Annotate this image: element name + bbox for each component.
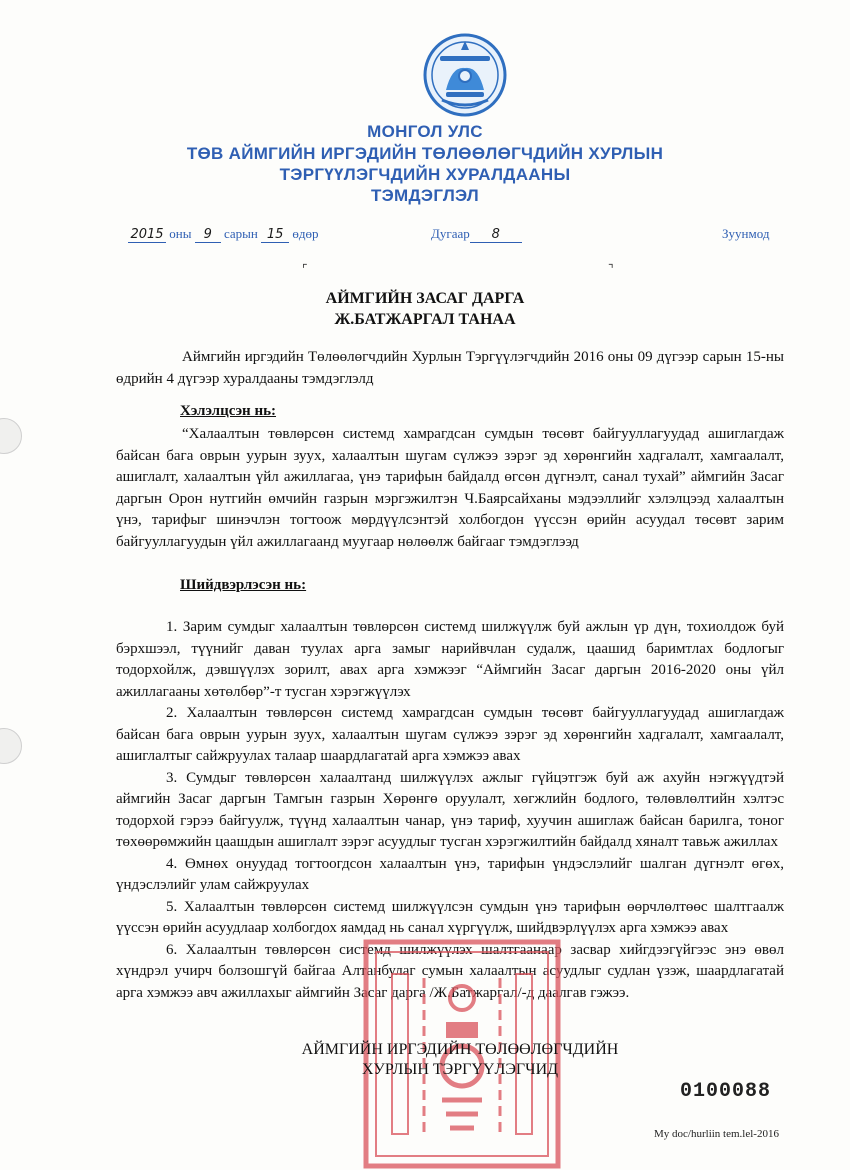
decision-item: 2. Халаалтын төвлөрсөн системд хамрагдсан сумдын төсөвт байгууллагуудад ашиглагдаж байсан бага оврын уурын зуух, халаалтын шугам сүлжээ зэрэг эд хөрөнгийн хадгалалт, хамгаалалт, ашиглалтыг сайжруулах талаар шаардлагатай арга хэмжээ авах: [116, 705, 784, 764]
file-path-footer: My doc/hurliin tem.lel-2016: [654, 1128, 779, 1140]
decided-heading: Шийдвэрлэсэн нь:: [180, 577, 307, 593]
punch-hole: [0, 728, 22, 764]
header-doc-type: ТЭМДЭГЛЭЛ: [370, 186, 480, 205]
number-value: 8: [470, 227, 522, 243]
month-label: сарын: [223, 226, 258, 241]
addressee-name: Ж.БАТЖАРГАЛ ТАНАА: [334, 311, 516, 328]
day-label: өдөр: [292, 226, 319, 241]
discussed-heading: Хэлэлцсэн нь:: [180, 403, 277, 419]
header-country: МОНГОЛ УЛС: [367, 122, 483, 141]
header-organization: ТӨВ АЙМГИЙН ИРГЭДИЙН ТӨЛӨӨЛӨГЧДИЙН ХУРЛЫН: [186, 144, 664, 163]
date-field: [128, 226, 318, 243]
number-label: Дугаар: [431, 226, 470, 241]
state-emblem-icon: [422, 32, 508, 118]
year-label: оны: [169, 226, 192, 241]
decision-item: 3. Сумдыг төвлөрсөн халаалтанд шилжүүлэх ажлыг гүйцэтгэж буй аж ахуйн нэгжүүдтэй аймгийн Засаг даргын Тамгын газрын Хөрөнгө оруулалт, хөгжлийн бодлого, төлөвлөлтийн хэлтэс тодорхой гэрээ байгуулж, түүнд халаалтын чанар, үнэ тариф, хуучин ашиглаж байсан барилга, тоног төхөөрөмжийн цаашдын ашиглалт зэрэг асуудлыг тусган хэрэгжилтийн байдалд хяналт тавьж ажиллах: [116, 769, 784, 850]
decision-item: 1. Зарим сумдыг халаалтын төвлөрсөн системд шилжүүлж буй ажлын үр дүн, тохиолдож буй бэрхшээл, түүнийг даван туулах арга замыг нарийвчлан судалж, цаашид баримтлах бодлогыг тодорхойлж, дэвшүүлэх зорилт, авах арга хэмжээг “Аймгийн Засаг даргын 2016-2020 оны үйл ажиллагааны хөтөлбөр”-т тусган хэрэгжүүлэх: [116, 619, 784, 700]
place-label: Зуунмод: [722, 226, 770, 241]
decision-item: 6. Халаалтын төвлөрсөн системд шилжүүлэх шалтгаанаар засвар хийгдээгүйгээс энэ өвөл хүндрэл учирч болзошгүй байгаа Алтанбулаг сумын халаалтын асуудлыг судлан үзэж, шаардлагатай арга хэмжээ авч ажиллахыг аймгийн Засаг дарга /Ж.Батжаргал/-д даалгав гэжээ.: [116, 941, 784, 1001]
number-field: [431, 226, 522, 243]
address-corner-left: ⌜: [302, 262, 308, 276]
punch-hole: [0, 418, 22, 454]
intro-paragraph: Аймгийн иргэдийн Төлөөлөгчдийн Хурлын Тэргүүлэгчдийн 2016 оны 09 дүгээр сарын 15-ны өдрийн 4 дүгээр хуралдааны тэмдэглэлд: [116, 349, 784, 387]
addressee-title: АЙМГИЙН ЗАСАГ ДАРГА: [325, 290, 525, 307]
header-body: ТЭРГҮҮЛЭГЧДИЙН ХУРАЛДААНЫ: [279, 165, 571, 184]
decision-item: 5. Халаалтын төвлөрсөн системд шилжүүлсэн сумдын үнэ тарифын өөрчлөлтөөс шалтгаалж үүссэн өрийн асуудлаар холбогдох яамдад нь санал хүргүүлж, шийдвэрлүүлэх арга хэмжээ авах: [116, 898, 784, 936]
decision-item: 4. Өмнөх онуудад тогтоогдсон халаалтын үнэ, тарифын үндэслэлийг шалган дүгнэлт өгөх, үндэслэлийг улам сайжруулах: [116, 855, 784, 893]
discussed-text: “Халаалтын төвлөрсөн системд хамрагдсан сумдын төсөвт байгууллагуудад ашиглагдаж байсан бага оврын уурын зуух, халаалтын шугам сүлжээ зэрэг эд хөрөнгийн хадгалалт, хамгаалалт, ашиглалт, халаалтын үйл ажиллагаа, үнэ тарифын байдалд өгсөн дүгнэлт, санал тухай” аймгийн Засаг даргын Орон нутгийн өмчийн газрын мэргэжилтэн Ч.Баярсайханы мэдээллийг хэлэлцээд халаалтын үнэ, тарифыг шинэчлэн тогтоож мөрдүүлсэнтэй холбогдон үүссэн өрийн асуудал төсөвт зарим байгууллагуудын үйл ажиллагаанд муугаар нөлөөлж байгааг тэмдэглээд: [116, 426, 784, 550]
month-value: 9: [195, 227, 221, 243]
day-value: 15: [261, 227, 289, 243]
year-value: 2015: [128, 227, 166, 243]
signature-line-1: АЙМГИЙН ИРГЭДИЙН ТӨЛӨӨЛӨГЧДИЙН: [301, 1041, 619, 1058]
serial-number: 0100088: [680, 1080, 772, 1103]
signature-line-2: ХУРЛЫН ТЭРГҮҮЛЭГЧИД: [361, 1061, 559, 1078]
address-corner-right: ⌝: [608, 262, 614, 276]
